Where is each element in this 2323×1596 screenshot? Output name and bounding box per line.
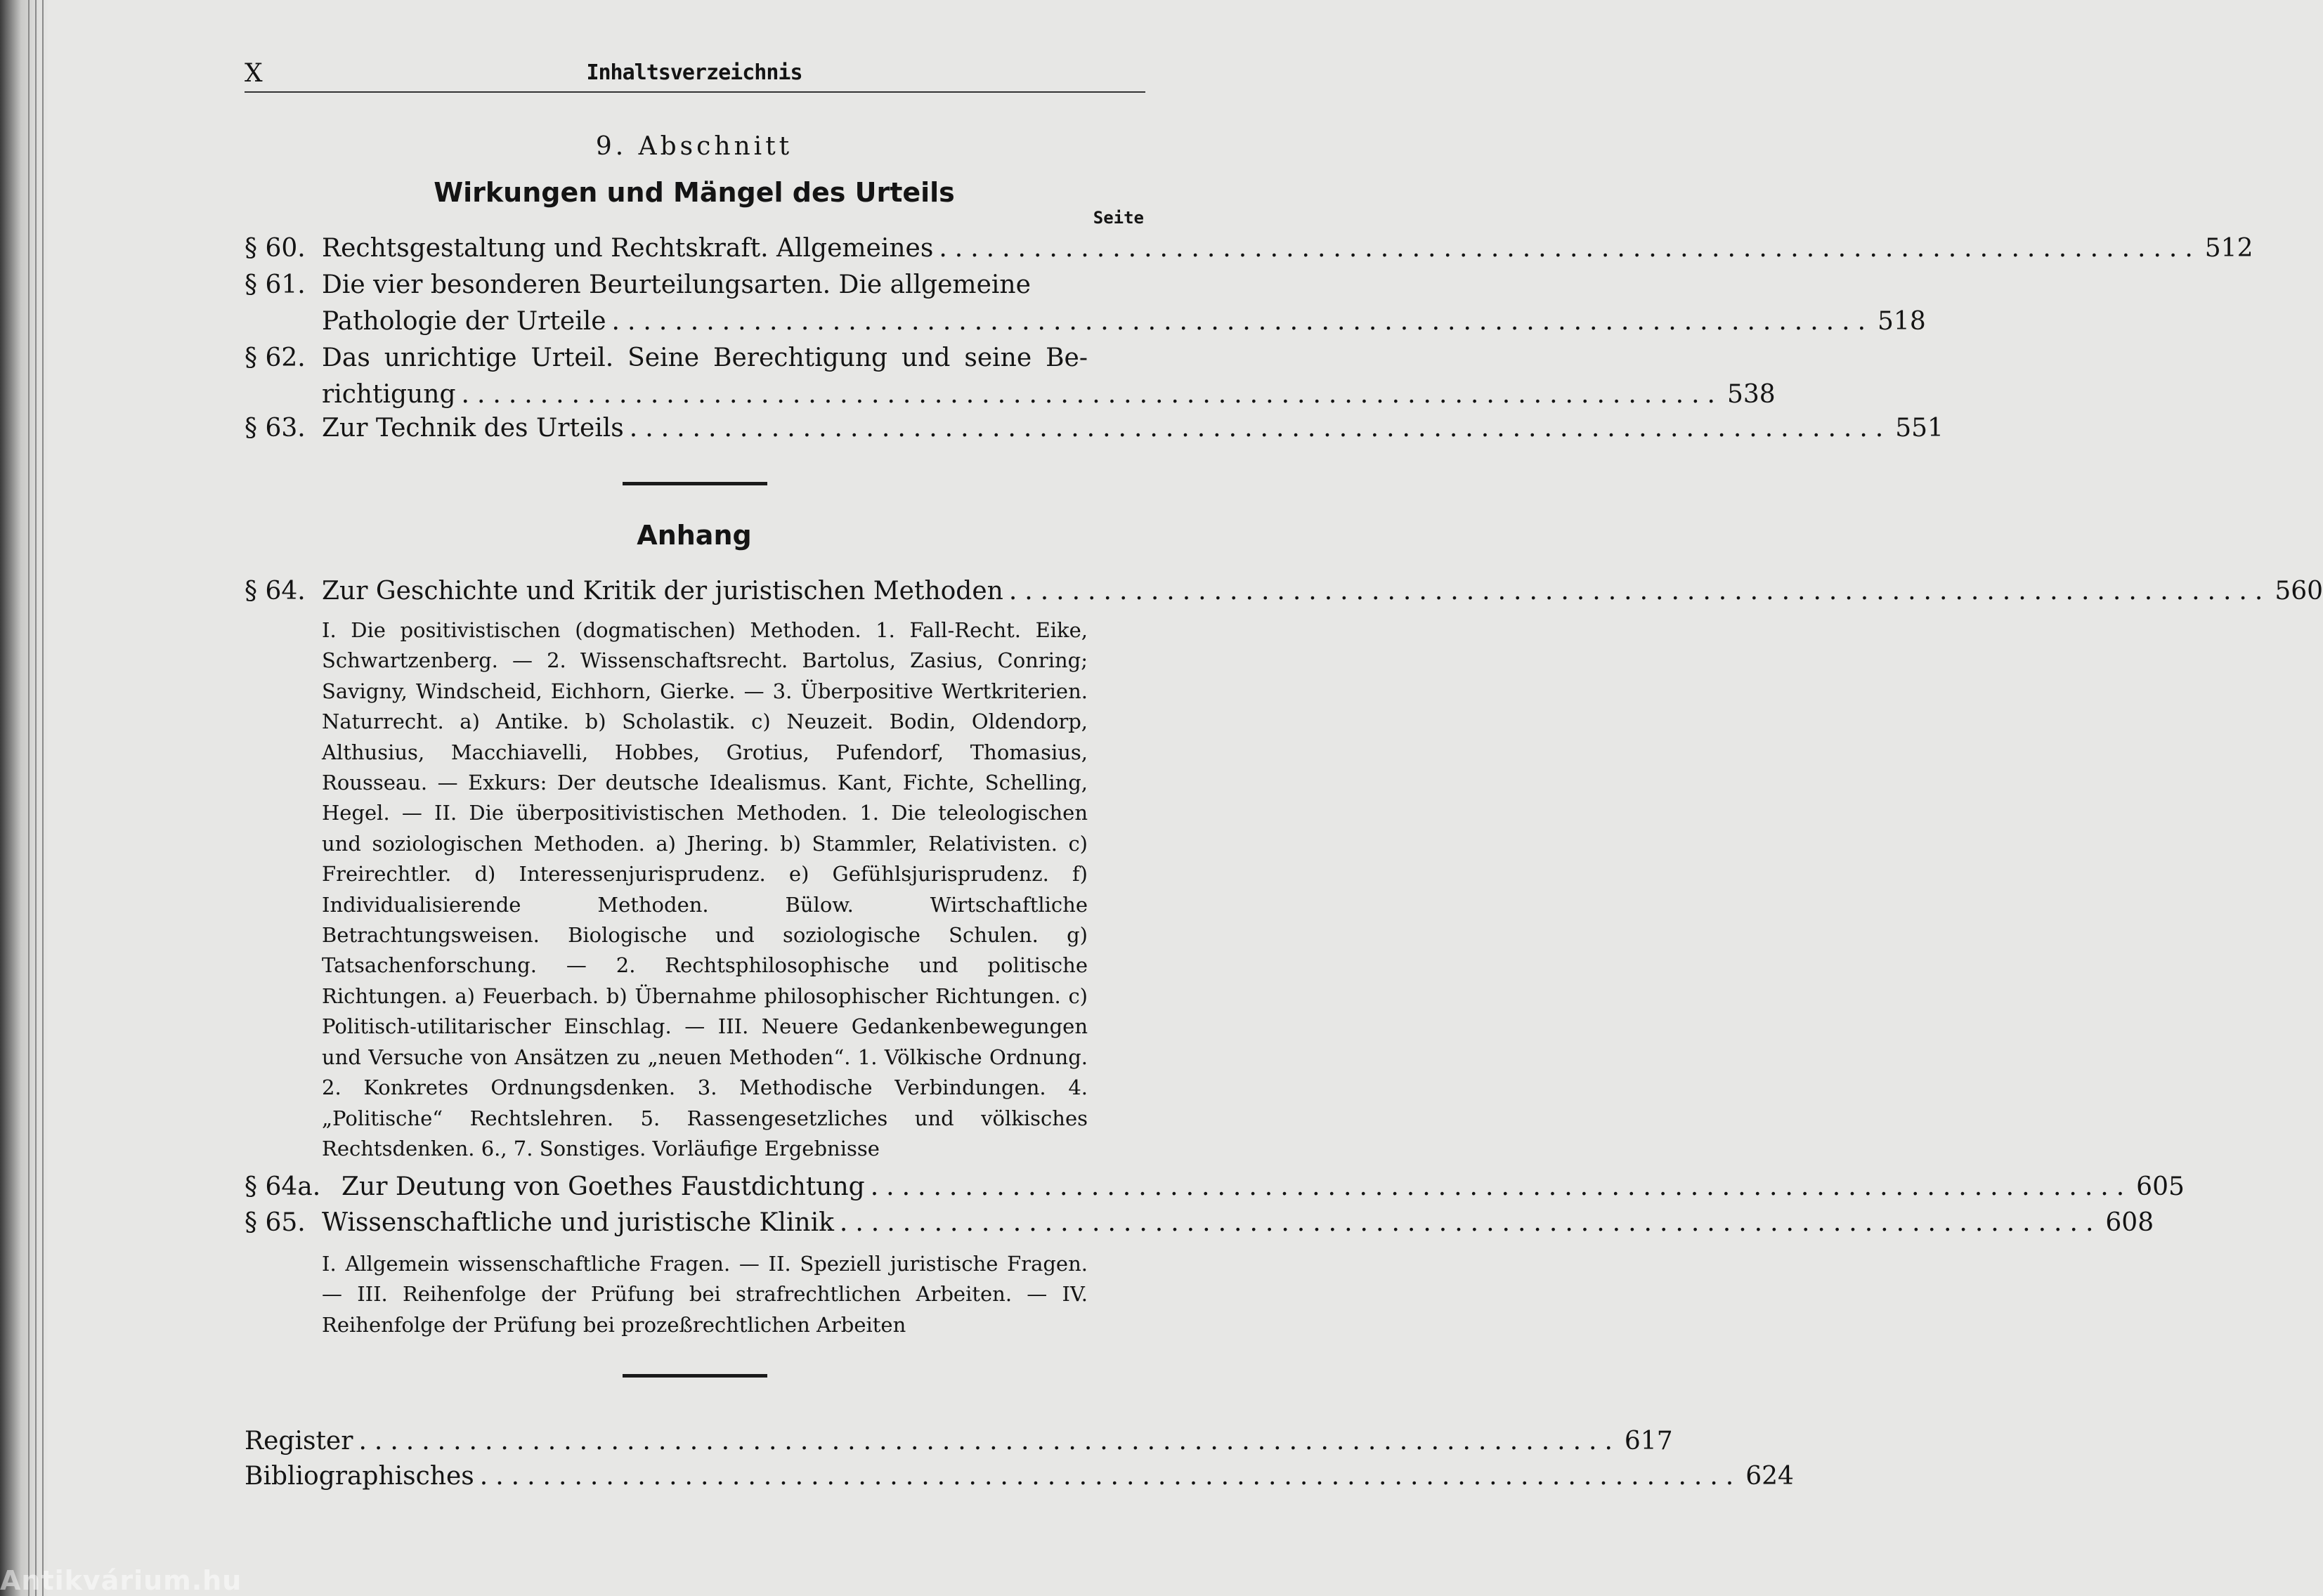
entry-page: 624 [1745,1462,1794,1491]
entry-subtopics: I. Die positivistischen (dogmatischen) Methoden. 1. Fall-Recht. Eike, Schwartzenberg. — 2. Wissenschaftsrecht. Bartolus, Zasius, Conring; Savigny, Windscheid, Eichhorn, Gierke. — 3. Überpositive Wertkriterien. Naturrecht. a) Antike. b) Scholastik. c) Neuzeit. Bodin, Oldendorp, Althusius, Macchiavelli, Hobbes, Grotius, Pufendorf, Thomasius, Rousseau. — Exkurs: Der deutsche Idealismus. Kant, Fichte, Schelling, Hegel. — II. Die überpositivistischen Methoden. 1. Die teleologischen und soziologischen Methoden. a) Jhering. b) Stammler, Relativisten. c) Freirechtler. d) Interessenjurisprudenz. e) Gefühlsjurisprudenz. f) Individualisierende Methoden. Bülow. Wirtschaftliche Betrachtungsweisen. Biologische und soziologische Schulen. g) Tatsachenforschung. — 2. Rechtsphilosophische und politische Richtungen. a) Feuerbach. b) Übernahme philosophischer Richtungen. c) Politisch-utilitarischer Einschlag. — III. Neuere Gedankenbewegungen und Versuche von Ansätzen zu „neuen Methoden“. 1. Völkische Ordnung. 2. Konkretes Ordnungsdenken. 3. Methodische Verbindungen. 4. „Politische“ Rechtslehren. 5. Rassengesetzliches und völkisches Rechtsdenken. 6., 7. Sonstiges. Vorläufige Ergebnisse [322,618,1088,1160]
page-edge-line [28,0,30,1596]
toc-entry[interactable] [245,267,1926,340]
entry-page: 560 [2275,577,2323,606]
toc-entry-bibliography[interactable] [245,1458,1794,1495]
page-edge-line [35,0,37,1596]
entry-page: 608 [2105,1208,2154,1237]
entry-number: § 64a. [245,1172,321,1201]
toc-entry[interactable] [245,340,1776,413]
page-column-label: Seite [1093,208,1144,228]
toc-entry[interactable] [245,1205,2154,1241]
entry-title-continued: Pathologie der Urteile [322,307,606,336]
entry-page: 551 [1895,414,1944,443]
entry-title: Die vier besonderen Beurteilungsarten. Die allgemeine [322,270,1031,299]
toc-page [245,0,2323,1596]
dot-leader: ................................................................................ [839,1208,2102,1237]
entry-title: Zur Deutung von Goethes Faustdichtung [341,1172,865,1201]
entry-title: Wissenschaftliche und juristische Klinik [322,1208,834,1237]
toc-entry[interactable] [245,410,1944,447]
section-divider [623,482,767,485]
dot-leader: ................................................................................ [611,307,1874,336]
entry-number: § 61. [245,270,306,299]
dot-leader: ................................................................................ [629,414,1892,443]
entry-subtopics: I. Allgemein wissenschaftliche Fragen. — II. Speziell juristische Fragen. — III. Reihenfolge der Prüfung bei strafrechtlichen Arbeiten. — IV. Reihenfolge der Prüfung bei prozeßrechtlichen Arbeiten [322,1252,1088,1337]
entry-page: 512 [2204,234,2253,263]
entry-number: § 60. [245,234,306,263]
dot-leader: ................................................................................ [939,234,2201,263]
dot-leader: ................................................................................ [461,380,1723,409]
section-divider [623,1374,767,1378]
header-rule [245,91,1145,93]
entry-page: 617 [1624,1427,1673,1456]
entry-number: § 65. [245,1208,306,1237]
watermark: Antikvárium.hu [0,1565,242,1596]
entry-title: Bibliographisches [245,1462,474,1491]
entry-title: Zur Technik des Urteils [322,414,624,443]
toc-entry-register[interactable] [245,1423,1673,1460]
entry-title: Rechtsgestaltung und Rechtskraft. Allgemeines [322,234,934,263]
toc-entry[interactable] [245,230,2253,267]
section-kicker: 9. Abschnitt [595,132,793,161]
appendix-title: Anhang [637,520,752,551]
entry-number: § 62. [245,344,306,372]
entry-number: § 64. [245,577,306,606]
dot-leader: ................................................................................ [1008,577,2271,606]
entry-title-continued: richtigung [322,380,456,409]
section-title: Wirkungen und Mängel des Urteils [434,177,955,208]
entry-title: Register [245,1427,353,1456]
entry-page: 605 [2136,1172,2185,1201]
entry-title: Zur Geschichte und Kritik der juristischen Methoden [322,577,1003,606]
entry-page: 538 [1726,380,1776,409]
toc-entry[interactable] [245,573,2323,610]
page-number: X [245,59,263,88]
entry-number: § 63. [245,414,306,443]
entry-page: 518 [1878,307,1926,336]
dot-leader: ................................................................................ [870,1172,2133,1201]
running-title: Inhaltsverzeichnis [586,60,802,85]
dot-leader: ................................................................................ [358,1427,1620,1456]
page-header [245,56,1144,91]
dot-leader: ................................................................................ [479,1462,1742,1491]
page-edge-line [42,0,44,1596]
toc-entry[interactable] [245,1169,2185,1205]
entry-title: Das unrichtige Urteil. Seine Berechtigung und seine Be- [322,344,1088,372]
